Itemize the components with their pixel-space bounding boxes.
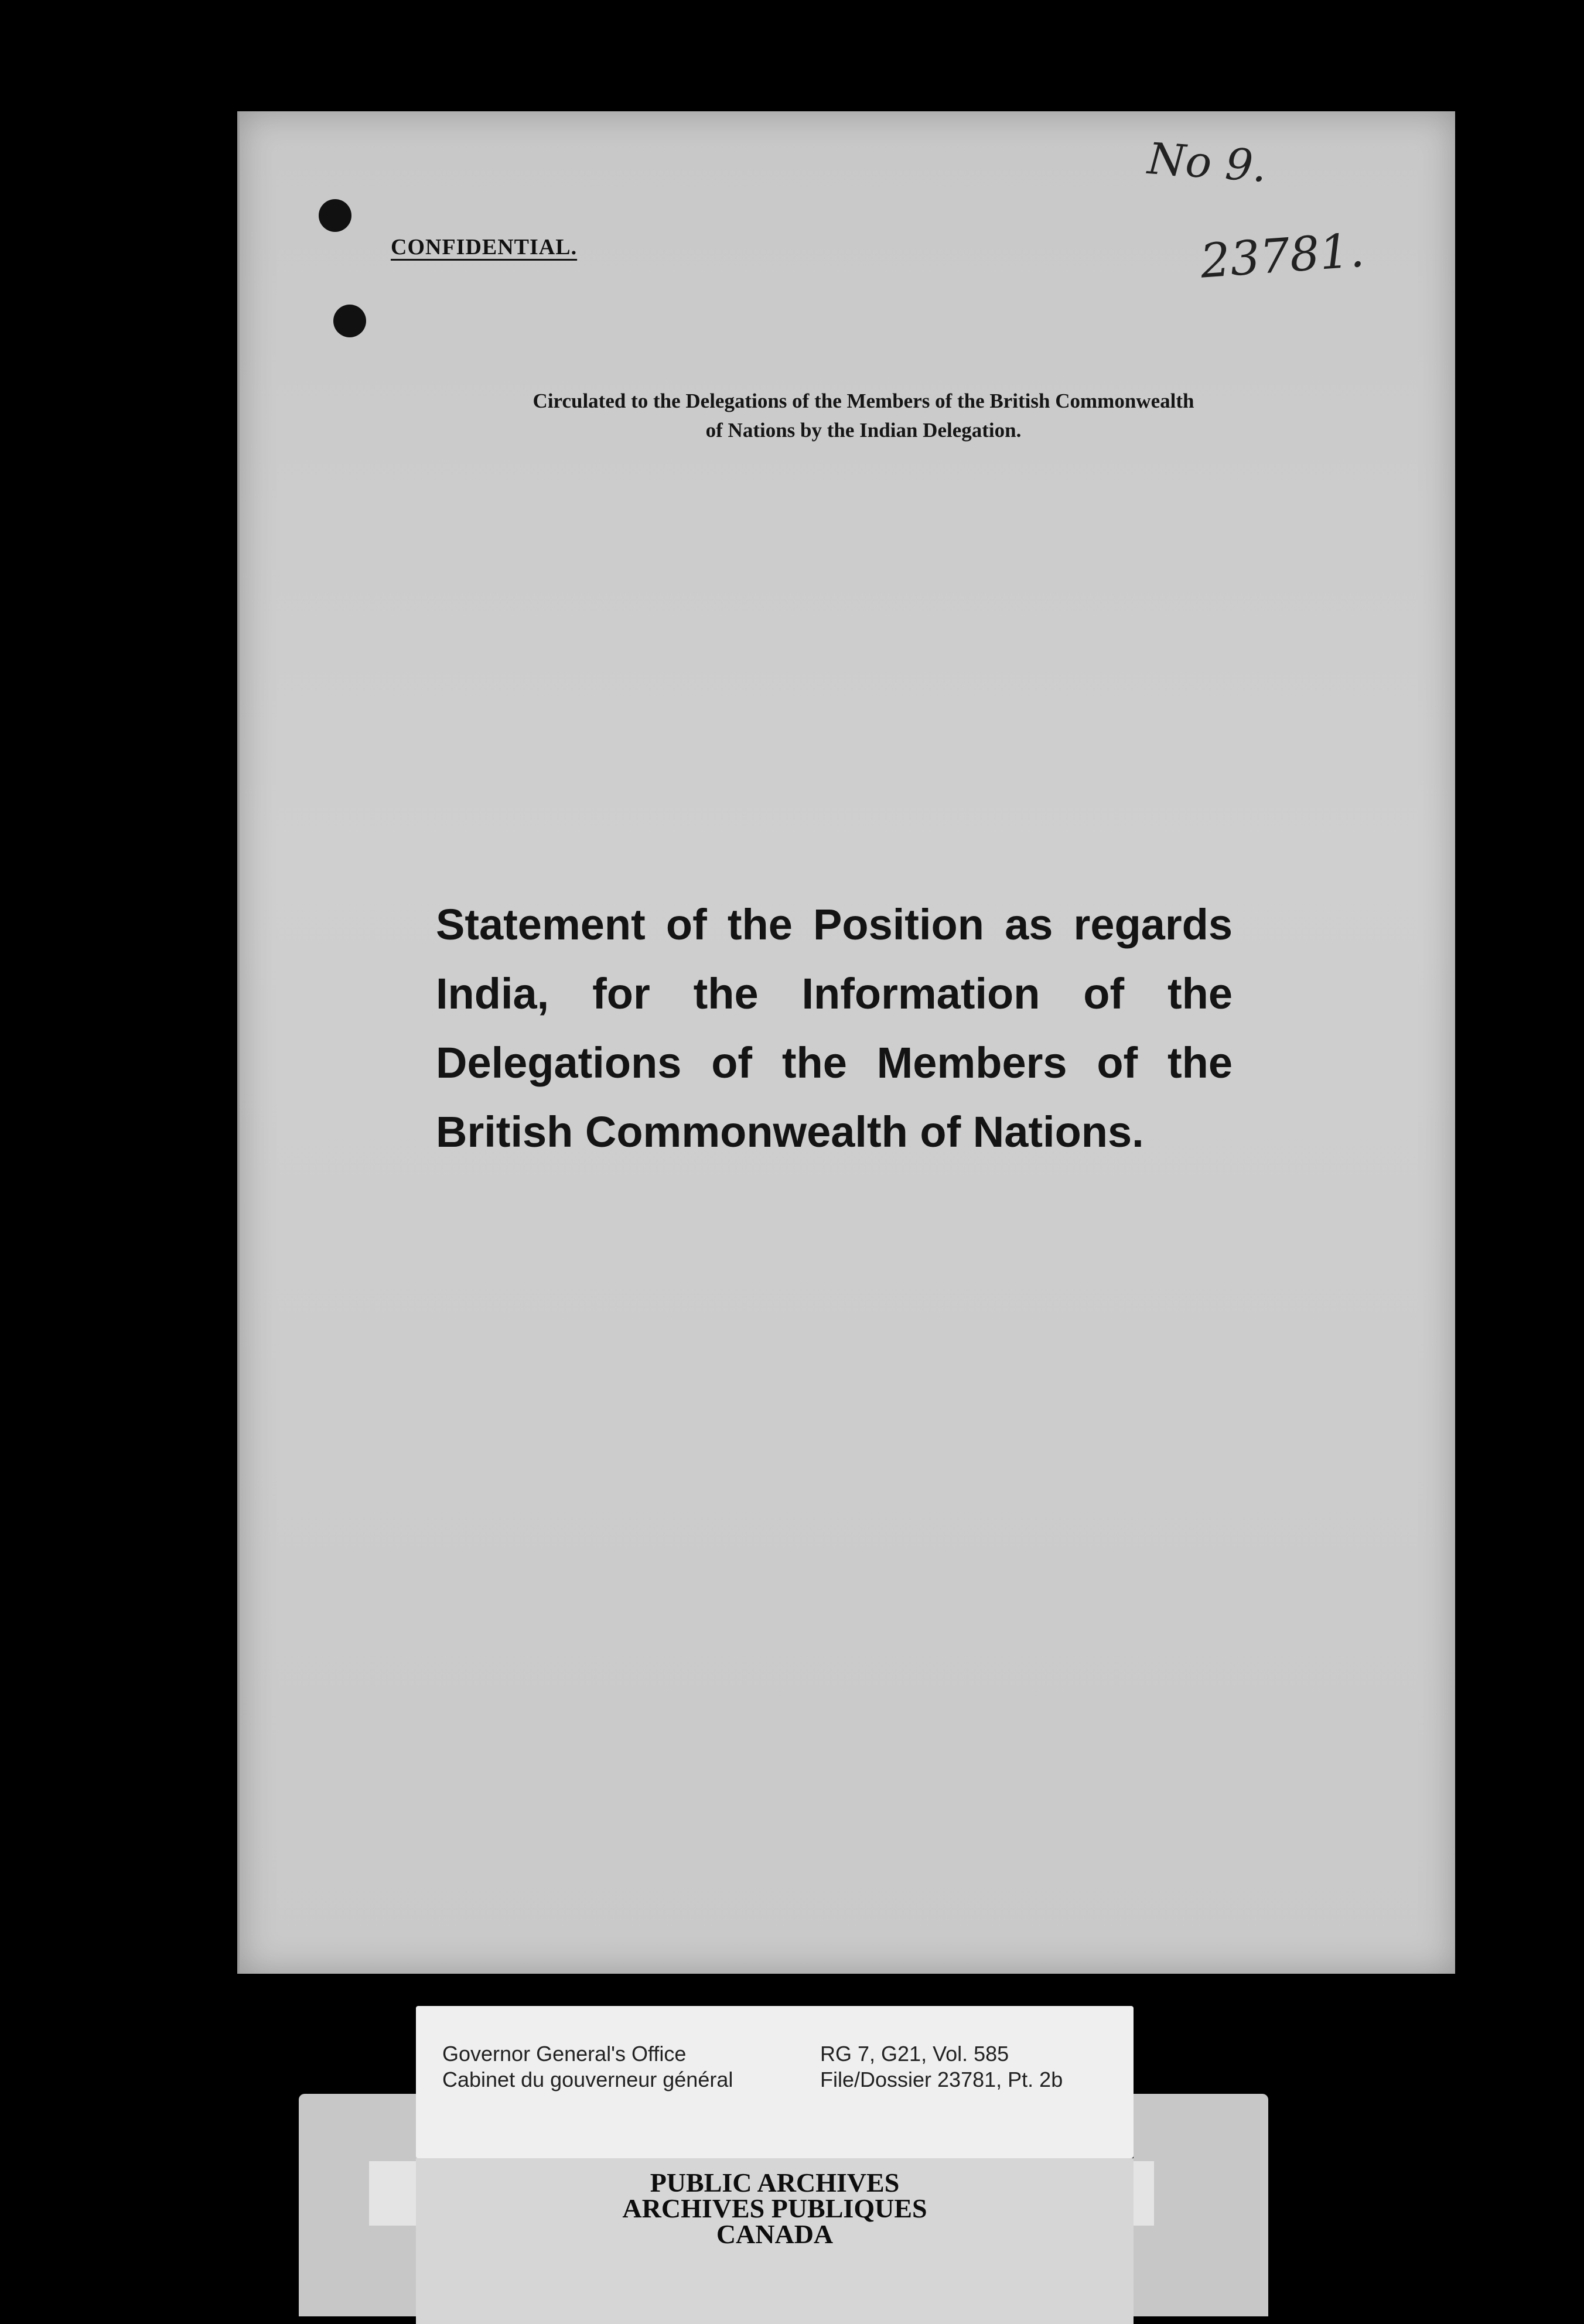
circulation-line: Circulated to the Delegations of the Members of the British Commonwealth	[532, 389, 1194, 412]
archive-label-line: CANADA	[716, 2219, 834, 2249]
reference-line: File/Dossier 23781, Pt. 2b	[820, 2067, 1063, 2091]
handwritten-file-no: No 9.	[1146, 134, 1269, 192]
title-line: Delegations of the Members of the	[436, 1038, 1233, 1087]
archive-label-line: ARCHIVES PUBLIQUES	[622, 2193, 927, 2223]
document-title	[436, 890, 1233, 1167]
punch-hole-bottom	[333, 305, 366, 337]
office-line: Cabinet du gouverneur général	[442, 2067, 733, 2091]
title-line: British Commonwealth of Nations.	[436, 1108, 1144, 1156]
circulation-note	[415, 387, 1312, 445]
archive-reference	[820, 2041, 1063, 2093]
office-line: Governor General's Office	[442, 2042, 687, 2066]
title-line: Statement of the Position as regards	[436, 900, 1233, 949]
show-through-text	[404, 287, 1385, 309]
archive-label	[416, 2158, 1134, 2324]
confidential-label: CONFIDENTIAL.	[391, 235, 578, 259]
document-page	[237, 111, 1455, 1974]
archive-label-line: PUBLIC ARCHIVES	[650, 2168, 900, 2197]
archive-office	[442, 2041, 733, 2093]
title-line: India, for the Information of the	[436, 969, 1233, 1018]
punch-hole-top	[319, 199, 351, 232]
reference-line: RG 7, G21, Vol. 585	[820, 2042, 1009, 2066]
archive-reference-card	[416, 2006, 1134, 2158]
circulation-line: of Nations by the Indian Delegation.	[705, 419, 1022, 442]
handwritten-file-number: 23781.	[1199, 223, 1366, 289]
archive-label-text	[416, 2170, 1134, 2247]
